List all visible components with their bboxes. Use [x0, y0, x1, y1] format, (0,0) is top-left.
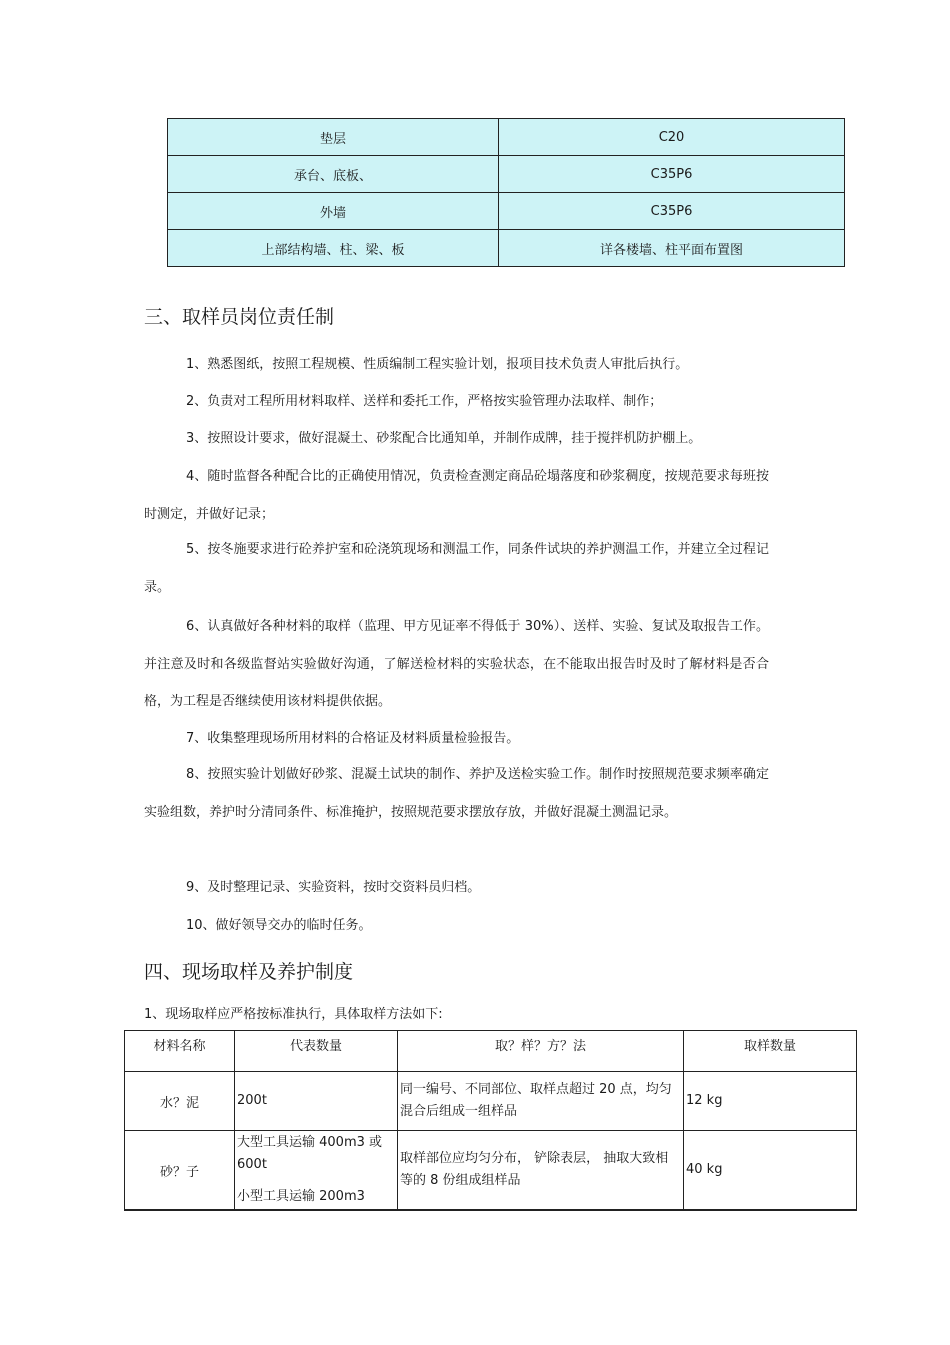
represent-quantity [235, 1131, 398, 1211]
duty-item-5: 5、按冬施要求进行砼养护室和砼浇筑现场和测温工作，同条件试块的养护测温工作，并建立全过程记录。 [144, 542, 769, 595]
table-row [168, 193, 845, 230]
part-cell: 承台、底板、 [168, 156, 499, 193]
duty-item-3: 3、按照设计要求，做好混凝土、砂浆配合比通知单，并制作成牌，挂于搅拌机防护棚上。 [186, 431, 702, 446]
duty-item-8: 8、按照实验计划做好砂浆、混凝土试块的制作、养护及送检实验工作。制作时按照规范要求频率确定实验组数，养护时分清同条件、标准掩护，按照规范要求摆放存放，并做好混凝土测温记录。 [144, 767, 769, 820]
table-row [168, 230, 845, 267]
table-header-row [125, 1031, 857, 1072]
header-method: 取？样？方？法 [398, 1031, 684, 1072]
sample-amount: 12 kg [684, 1072, 857, 1131]
duty-item-7: 7、收集整理现场所用材料的合格证及材料质量检验报告。 [186, 731, 520, 746]
part-cell: 垫层 [168, 119, 499, 156]
quantity-line: 200t [237, 1093, 267, 1108]
part-cell: 上部结构墙、柱、梁、板 [168, 230, 499, 267]
table-row [168, 156, 845, 193]
section3-heading: 三、取样员岗位责任制 [144, 306, 335, 328]
material-name: 水？泥 [125, 1072, 235, 1131]
header-quantity: 代表数量 [235, 1031, 398, 1072]
grade-cell: 详各楼墙、柱平面布置图 [499, 230, 845, 267]
quantity-line: 小型工具运输 200m3 [237, 1189, 365, 1204]
quantity-line: 大型工具运输 400m3 或 600t [237, 1135, 383, 1172]
duty-item-10: 10、做好领导交办的临时任务。 [186, 918, 372, 933]
sample-amount: 40 kg [684, 1131, 857, 1211]
table-row [168, 119, 845, 156]
duty-item-2: 2、负责对工程所用材料取样、送样和委托工作，严格按实验管理办法取样、制作； [186, 394, 663, 409]
sampling-intro: 1、现场取样应严格按标准执行，具体取样方法如下: [144, 1007, 443, 1022]
section4-heading: 四、现场取样及养护制度 [144, 961, 354, 983]
header-material: 材料名称 [125, 1031, 235, 1072]
material-name: 砂？子 [125, 1131, 235, 1211]
part-cell: 外墙 [168, 193, 499, 230]
concrete-grade-table [167, 118, 845, 267]
sampling-method: 取样部位应均匀分布， 铲除表层， 抽取大致相等的 8 份组成组样品 [398, 1131, 684, 1211]
header-amount: 取样数量 [684, 1031, 857, 1072]
duty-item-9: 9、及时整理记录、实验资料，按时交资料员归档。 [186, 880, 481, 895]
sampling-method: 同一编号、不同部位、取样点超过 20 点，均匀混合后组成一组样品 [398, 1072, 684, 1131]
table-row [125, 1072, 857, 1131]
represent-quantity [235, 1072, 398, 1131]
grade-cell: C20 [499, 119, 845, 156]
grade-cell: C35P6 [499, 156, 845, 193]
duty-item-1: 1、熟悉图纸，按照工程规模、性质编制工程实验计划，报项目技术负责人审批后执行。 [186, 357, 689, 372]
grade-cell: C35P6 [499, 193, 845, 230]
duty-item-4: 4、随时监督各种配合比的正确使用情况，负责检查测定商品砼塌落度和砂浆稠度，按规范要求每班按时测定，并做好记录； [144, 469, 769, 522]
table-row [125, 1131, 857, 1211]
duty-item-6: 6、认真做好各种材料的取样（监理、甲方见证率不得低于 30%）、送样、实验、复试及取报告工作。并注意及时和各级监督站实验做好沟通，了解送检材料的实验状态，在不能取出报告时及时了解材料是否合格，为工程是否继续使用该材料提供依据。 [144, 619, 769, 709]
sampling-method-table [124, 1030, 857, 1211]
